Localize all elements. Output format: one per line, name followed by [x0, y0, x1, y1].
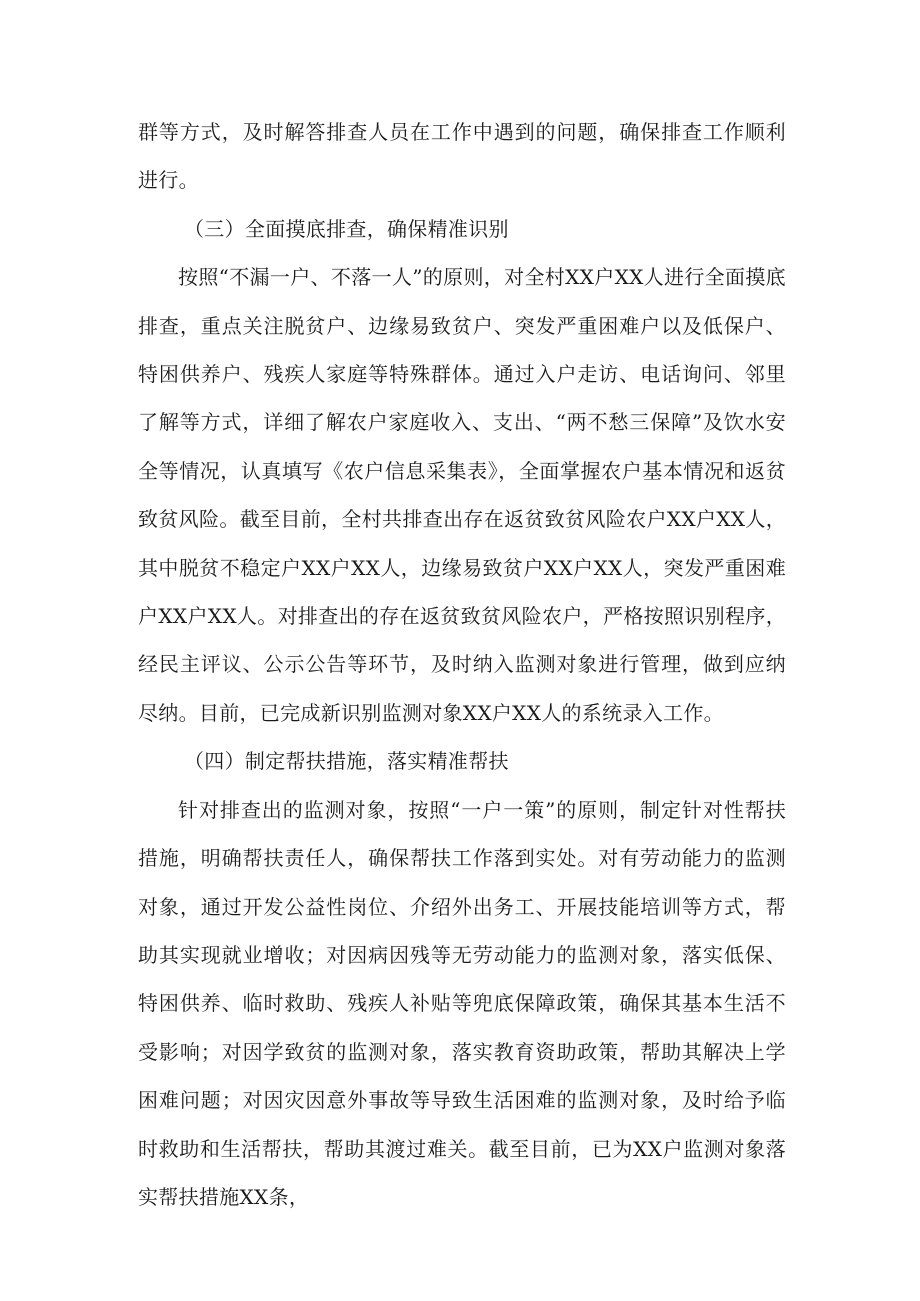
paragraph-investigation: 按照“不漏一户、不落一人”的原则，对全村XX户XX人进行全面摸底排查，重点关注脱贫户、边缘易致贫户、突发严重困难户以及低保户、特困供养户、残疾人家庭等特殊群体。通过入户走访、电话询问、邻里了解等方式，详细了解农户家庭收入、支出、“两不愁三保障”及饮水安全等情况，认真填写《农户信息采集表》，全面掌握农户基本情况和返贫致贫风险。截至目前，全村共排查出存在返贫致贫风险农户XX户XX人，其中脱贫不稳定户XX户XX人，边缘易致贫户XX户XX人，突发严重困难户XX户XX人。对排查出的存在返贫致贫风险农户，严格按照识别程序，经民主评议、公示公告等环节，及时纳入监测对象进行管理，做到应纳尽纳。目前，已完成新识别监测对象XX户XX人的系统录入工作。 [138, 265, 786, 725]
section-heading-3: （三）全面摸底排查，确保精准识别 [184, 216, 509, 241]
paragraph-continuation: 群等方式，及时解答排查人员在工作中遇到的问题，确保排查工作顺利进行。 [138, 120, 786, 193]
document-body [138, 108, 786, 1221]
paragraph-assistance: 针对排查出的监测对象，按照“一户一策”的原则，制定针对性帮扶措施，明确帮扶责任人，确保帮扶工作落到实处。对有劳动能力的监测对象，通过开发公益性岗位、介绍外出务工、开展技能培训等方式，帮助其实现就业增收；对因病因残等无劳动能力的监测对象，落实低保、特困供养、临时救助、残疾人补贴等兜底保障政策，确保其基本生活不受影响；对因学致贫的监测对象，落实教育资助政策，帮助其解决上学困难问题；对因灾因意外事故等导致生活困难的监测对象，及时给予临时救助和生活帮扶，帮助其渡过难关。截至目前，已为XX户监测对象落实帮扶措施XX条， [138, 797, 786, 1209]
section-heading-4: （四）制定帮扶措施，落实精准帮扶 [184, 749, 509, 774]
